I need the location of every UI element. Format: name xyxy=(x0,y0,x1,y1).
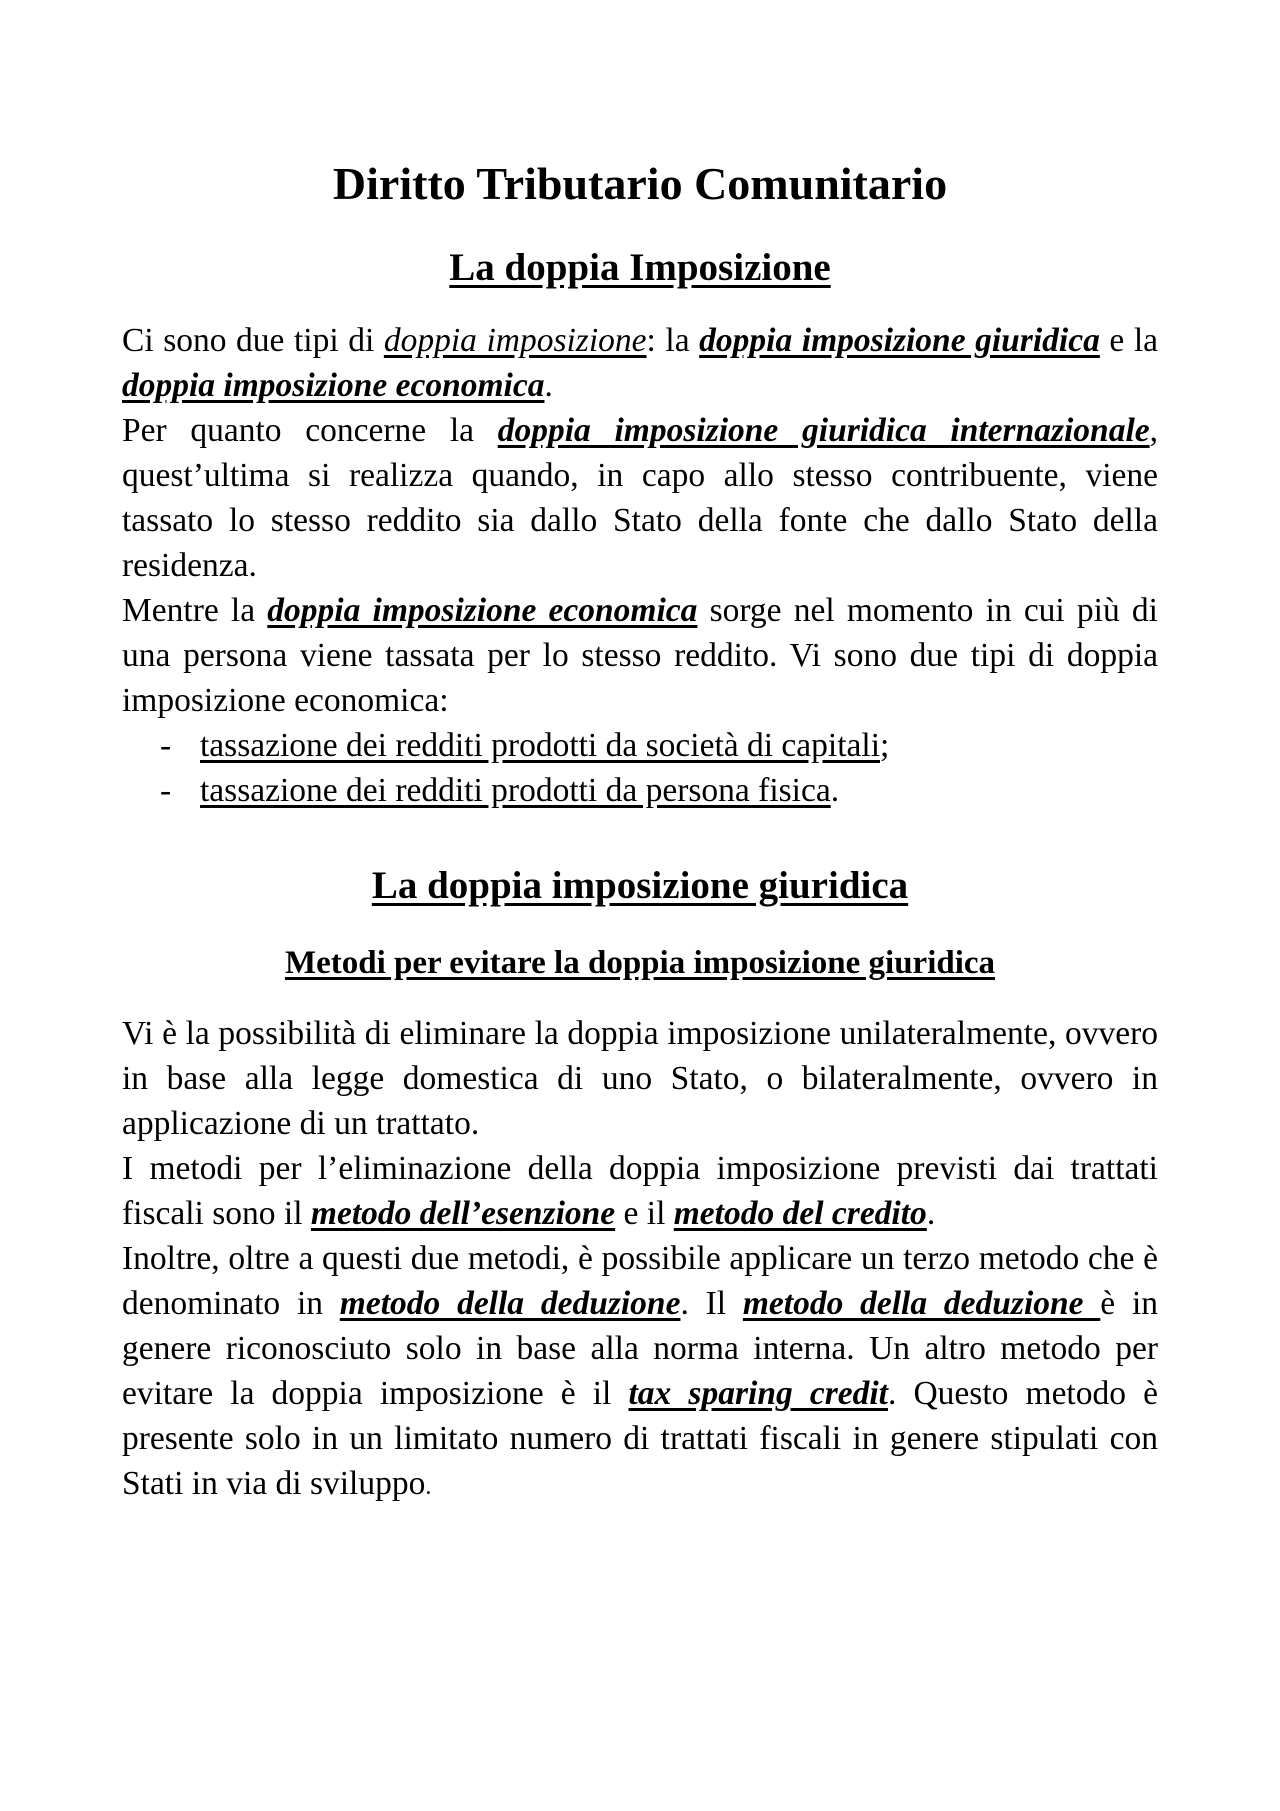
text-run: Per quanto concerne la xyxy=(122,412,498,449)
text-run: . xyxy=(544,367,553,404)
text-run: Inoltre, oltre a questi due metodi, è possibile applicare un terzo metodo che è denominato in xyxy=(122,1240,1158,1322)
text-run: , quest’ultima si realizza quando, in capo allo stesso contribuente, viene tassato lo stesso reddito sia dallo Stato della fonte che dallo Stato della residenza. xyxy=(122,412,1158,584)
list-item-text: tassazione dei redditi prodotti da società di capitali xyxy=(200,727,881,764)
section-heading-doppia-imposizione: La doppia Imposizione xyxy=(449,246,831,289)
text-run: . Questo metodo è presente solo in un limitato numero di trattati fiscali in genere stipulati con Stati in via di sviluppo xyxy=(122,1375,1158,1502)
text-run: . Il xyxy=(680,1285,743,1322)
text-run: e la xyxy=(1099,322,1159,359)
term-doppia-imposizione-economica: doppia imposizione economica xyxy=(267,592,698,629)
list-item-end: . xyxy=(830,772,840,809)
term-doppia-imposizione-giuridica-internazionale: doppia imposizione giuridica internazionale xyxy=(497,412,1150,449)
term-metodo-esenzione: metodo dell’esenzione xyxy=(310,1195,616,1232)
final-period: . xyxy=(425,1474,432,1500)
paragraph-metodi-trattati xyxy=(122,1146,1158,1236)
term-metodo-credito: metodo del credito xyxy=(673,1195,927,1232)
text-run: . xyxy=(926,1195,936,1232)
list-tipi-economica xyxy=(122,723,1158,813)
text-run: è in genere riconosciuto solo in base alla norma interna. Un altro metodo per evitare la doppia imposizione è il xyxy=(122,1285,1159,1412)
list-item-text: tassazione dei redditi prodotti da persona fisica xyxy=(200,772,831,809)
paragraph-tipi-doppia-imposizione xyxy=(122,318,1158,408)
section-heading-doppia-imposizione-giuridica: La doppia imposizione giuridica xyxy=(371,864,909,907)
dash-bullet: - xyxy=(160,727,172,764)
text-run: e il xyxy=(615,1195,674,1232)
list-item xyxy=(160,768,1158,813)
term-metodo-deduzione: metodo della deduzione xyxy=(339,1285,681,1322)
list-item-end: ; xyxy=(880,727,890,764)
paragraph-metodo-deduzione xyxy=(122,1236,1158,1510)
term-doppia-imposizione: doppia imposizione xyxy=(383,322,647,359)
list-item xyxy=(160,723,1158,768)
term-doppia-imposizione-economica: doppia imposizione economica xyxy=(122,367,545,404)
term-tax-sparing-credit: tax sparing credit xyxy=(628,1375,888,1412)
text-run: Ci sono due tipi di xyxy=(122,322,384,359)
dash-bullet: - xyxy=(160,772,172,809)
paragraph-possibilita-eliminare: Vi è la possibilità di eliminare la doppia imposizione unilateralmente, ovvero in base alla legge domestica di uno Stato, o bilateralmente, ovvero in applicazione di un trattato. xyxy=(122,1015,1158,1142)
subheading-metodi: Metodi per evitare la doppia imposizione giuridica xyxy=(284,945,996,981)
document-title: Diritto Tributario Comunitario xyxy=(332,158,948,209)
text-run: Mentre la xyxy=(122,592,268,629)
paragraph-giuridica-internazionale xyxy=(122,408,1158,588)
text-run: sorge nel momento in cui più di una persona viene tassata per lo stesso reddito. Vi sono due tipi di doppia imposizione economica: xyxy=(122,592,1158,719)
text-run: : la xyxy=(646,322,700,359)
term-doppia-imposizione-giuridica: doppia imposizione giuridica xyxy=(699,322,1100,359)
term-metodo-deduzione-2: metodo della deduzione xyxy=(742,1285,1101,1322)
paragraph-doppia-imposizione-economica xyxy=(122,588,1158,723)
text-run: I metodi per l’eliminazione della doppia imposizione previsti dai trattati fiscali sono il xyxy=(122,1150,1158,1232)
